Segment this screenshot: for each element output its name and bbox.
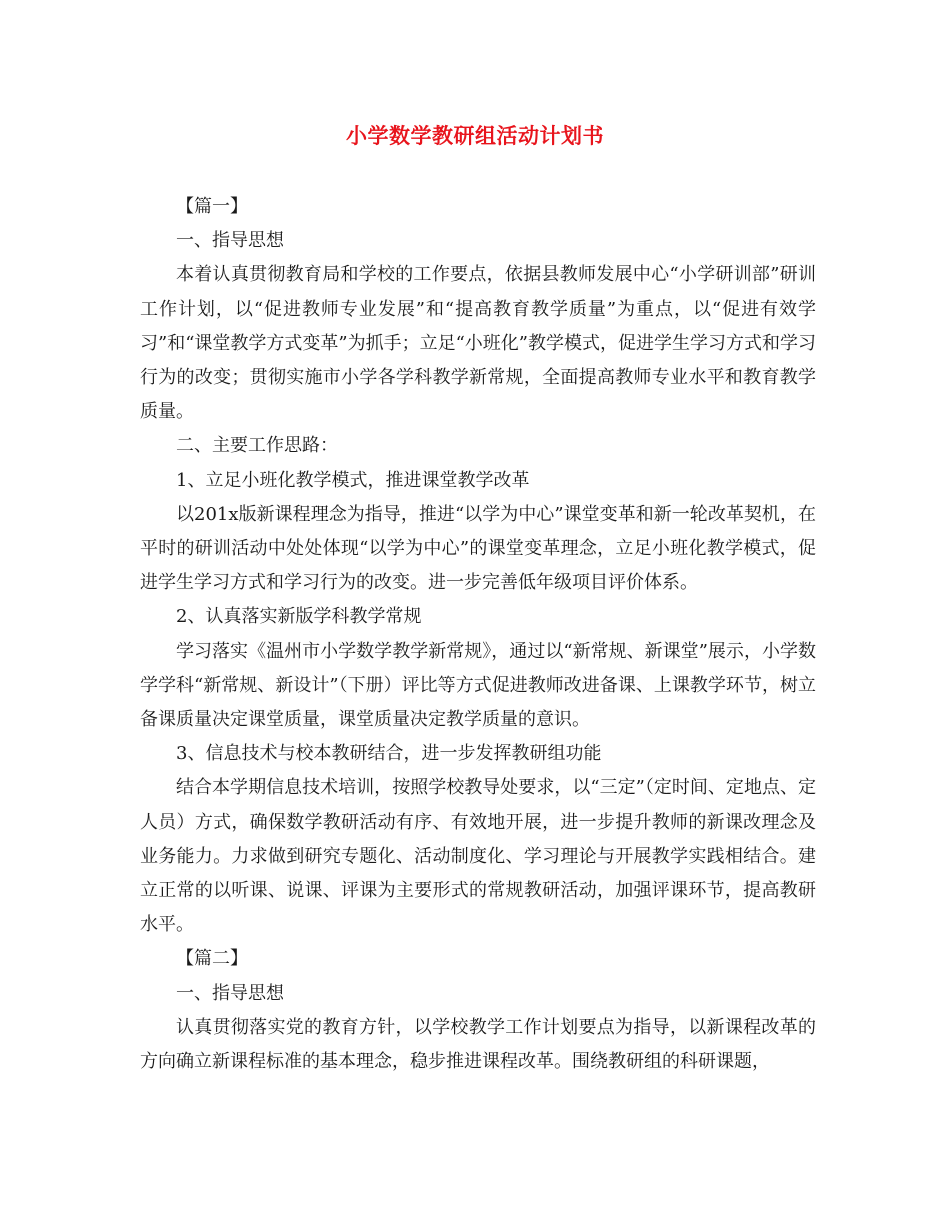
body-paragraph: 以201x版新课程理念为指导，推进“以学为中心”课堂变革和新一轮改革契机，在平时的研训活动中处处体现“以学为中心”的课堂变革理念，立足小班化教学模式，促进学生学习方式和学习行为的改变。进一步完善低年级项目评价体系。 [140,503,816,594]
subsection-heading: 一、指导思想 [176,230,284,252]
document-body [140,190,816,1079]
item-heading: 1、立足小班化教学模式，推进课堂教学改革 [176,469,530,491]
item-heading: 2、认真落实新版学科教学常规 [176,606,422,628]
body-paragraph: 认真贯彻落实党的教育方针，以学校教学工作计划要点为指导，以新课程改革的方向确立新课程标准的基本理念，稳步推进课程改革。围绕教研组的科研课题， [140,1016,816,1073]
subsection-heading: 二、主要工作思路： [176,435,338,457]
body-paragraph: 本着认真贯彻教育局和学校的工作要点，依据县教师发展中心“小学研训部”研训工作计划，以“促进教师专业发展”和“提高教育教学质量”为重点，以“促进有效学习”和“课堂教学方式变革”为抓手；立足“小班化”教学模式，促进学生学习方式和学习行为的改变；贯彻实施市小学各学科教学新常规，全面提高教师专业水平和教育教学质量。 [140,264,817,423]
document-title: 小学数学教研组活动计划书 [346,123,604,148]
body-paragraph: 学习落实《温州市小学数学教学新常规》，通过以“新常规、新课堂”展示，小学数学学科“新常规、新设计”（下册）评比等方式促进教师改进备课、上课教学环节，树立备课质量决定课堂质量，课堂质量决定教学质量的意识。 [140,640,816,731]
section-heading: 【篇一】 [176,196,248,217]
section-heading: 【篇二】 [176,948,248,970]
subsection-heading: 一、指导思想 [176,982,284,1004]
body-paragraph: 结合本学期信息技术培训，按照学校教导处要求，以“三定”（定时间、定地点、定人员）方式，确保数学教研活动有序、有效地开展，进一步提升教师的新课改理念及业务能力。力求做到研究专题化、活动制度化、学习理论与开展教学实践相结合。建立正常的以听课、说课、评课为主要形式的常规教研活动，加强评课环节，提高教研水平。 [140,777,816,936]
item-heading: 3、信息技术与校本教研结合，进一步发挥教研组功能 [176,743,602,765]
